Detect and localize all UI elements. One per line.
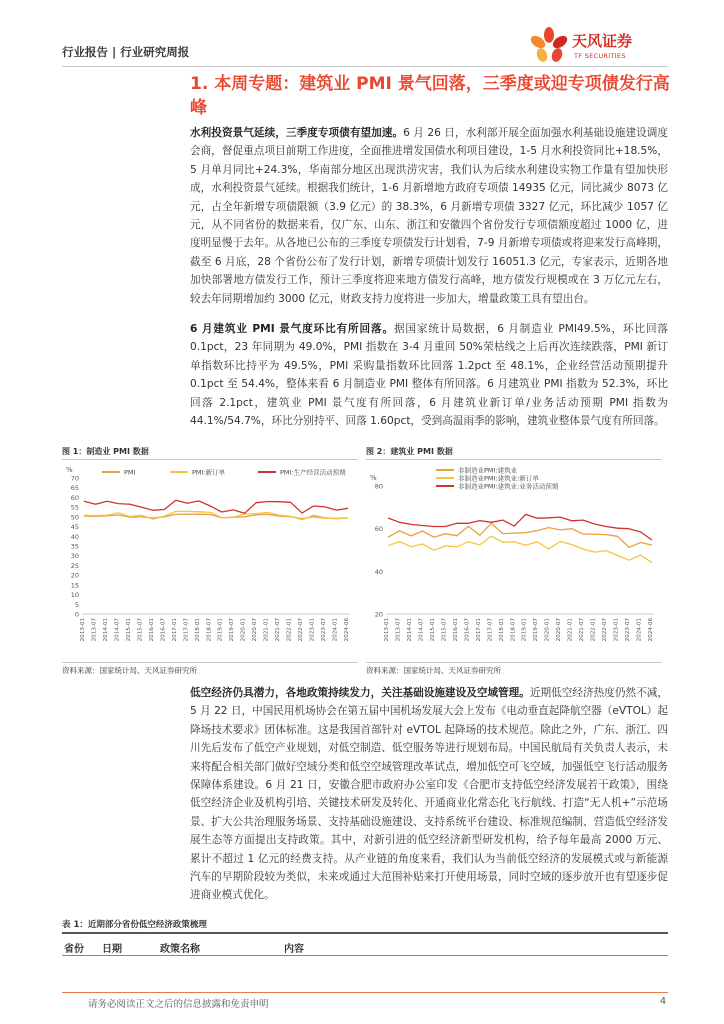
x-tick-label: 2015-07 xyxy=(441,618,448,642)
report-category: 行业报告 | 行业研究周报 xyxy=(62,45,190,59)
page-header xyxy=(62,24,668,68)
x-tick-label: 2022-01 xyxy=(590,618,597,642)
x-tick-label: 2014-01 xyxy=(406,618,413,642)
x-tick-label: 2023-01 xyxy=(613,618,620,642)
x-tick-label: 2018-07 xyxy=(510,618,517,642)
x-tick-label: 2014-07 xyxy=(114,618,121,642)
y-tick-label: 35 xyxy=(70,542,79,551)
paragraph-body: 据国家统计局数据，6 月制造业 PMI49.5%，环比回落 0.1pct，23 年同期为 49.0%，PMI 指数在 3-4 月重回 50%荣枯线之上后再次连续跌落，PMI 新订单指数环比持平为 49.5%，PMI 采购量指数环比回落 1.2pct 至 48.1%，企业经营活动预期提升 0.1pct 至 54.4%，整体来看 6 月制造业 PMI 整体有所回落。6 月建筑业 PMI 指数为 52.3%，环比回落 2.1pct，建筑业 PMI 景气度有所回落，6 月建筑业新订单/业务活动预期 PMI 指数为 44.1%/54.7%，环比分别持平、回落 1.60pct，受到高温雨季的影响，建筑业整体景气度有所回落。 xyxy=(190,323,669,428)
x-tick-label: 2015-07 xyxy=(137,618,144,642)
x-tick-label: 2015-01 xyxy=(429,618,436,642)
y-tick-label: 15 xyxy=(70,581,79,590)
y-tick-label: 55 xyxy=(70,503,79,512)
figure-construction-pmi xyxy=(366,446,662,675)
y-tick-label: 40 xyxy=(70,532,79,541)
y-tick-label: 10 xyxy=(70,591,79,600)
y-tick-label: 70 xyxy=(70,474,79,483)
figure-manufacturing-pmi xyxy=(62,446,358,675)
chart-manufacturing-pmi xyxy=(62,464,358,660)
page-number: 4 xyxy=(659,996,666,1007)
y-tick-label: 30 xyxy=(70,552,79,561)
x-tick-label: 2016-01 xyxy=(452,618,459,642)
x-tick-label: 2016-01 xyxy=(148,618,155,642)
x-tick-label: 2021-01 xyxy=(263,618,270,642)
section-title: 1. 本周专题：建筑业 PMI 景气回落，三季度或迎专项债发行高峰 xyxy=(190,74,670,118)
table-header-date: 日期 xyxy=(102,944,122,955)
x-tick-label: 2019-07 xyxy=(533,618,540,642)
paragraph-lead: 6 月建筑业 PMI 景气度环比有所回落。 xyxy=(190,323,394,335)
x-tick-label: 2014-07 xyxy=(418,618,425,642)
y-tick-label: 20 xyxy=(374,610,383,619)
x-tick-label: 2017-01 xyxy=(475,618,482,642)
legend-label: PMI xyxy=(124,468,136,477)
x-tick-label: 2024-01 xyxy=(332,618,339,642)
figure-title: 图 2：建筑业 PMI 数据 xyxy=(366,446,662,460)
legend-label: 非制造业PMI:建筑业:业务活动预期 xyxy=(458,482,559,491)
y-tick-label: 80 xyxy=(374,482,383,491)
paragraph-body: 6 月 26 日，水利部开展全面加强水利基础设施建设调度会商，督促重点项目前期工作进度，全面推进增发国债水利项目建设，1-5 月水利投资同比+18.5%，5 月单月同比+24.3%，华南部分地区出现洪涝灾害，我们认为后续水利建设实物工作量有望加快形成，水利投资景气延续。根据我们统计，1-6 月新增地方政府专项债 14935 亿元，同比减少 8073 亿元，占全年新增专项债限额（3.9 亿元）的 38.3%，6 月新增专项债 3327 亿元，环比减少 1057 亿元，从不同省份的数据来看，仅广东、山东、浙江和安徽四个省份发行专项债额度超过 1000 亿，进度明显慢于去年。从各地已公布的三季度专项债发行计划看，7-9 月新增专项债或将迎来发行高峰期，截至 6 月底，28 个省份公布了发行计划，新增专项债计划发行 16051.3 亿元，专家表示，近期各地加快部署地方债发行工作，预计三季度将迎来地方债发行高峰，地方债发行规模或在 3 万亿元左右，较去年同期增加约 3000 亿元，财政支持力度将进一步加大，增量政策工具有望出台。 xyxy=(190,127,668,305)
x-tick-label: 2018-01 xyxy=(194,618,201,642)
y-tick-label: 20 xyxy=(70,571,79,580)
x-tick-label: 2023-07 xyxy=(625,618,632,642)
x-tick-label: 2013-01 xyxy=(384,618,390,642)
y-tick-label: 40 xyxy=(374,567,383,576)
paragraph-construction-pmi xyxy=(190,320,668,430)
x-tick-label: 2013-07 xyxy=(91,618,98,642)
logo-subtext: TF SECURITIES xyxy=(574,52,626,60)
y-tick-label: 45 xyxy=(70,523,79,532)
x-tick-label: 2016-07 xyxy=(160,618,167,642)
legend-label: PMI:新订单 xyxy=(192,468,226,477)
x-tick-label: 2018-01 xyxy=(498,618,505,642)
paragraph-lead: 低空经济仍具潜力，各地政策持续发力，关注基础设施建设及空域管理。 xyxy=(190,687,530,699)
paragraph-low-altitude-economy xyxy=(190,684,668,905)
paragraph-water-conservancy xyxy=(190,124,668,308)
series-line xyxy=(84,500,348,513)
x-tick-label: 2013-01 xyxy=(80,618,86,642)
y-axis-unit: % xyxy=(370,474,377,482)
figure-source: 资料来源：国家统计局、天风证券研究所 xyxy=(366,662,662,676)
x-tick-label: 2024-06 xyxy=(344,618,350,642)
y-tick-label: 0 xyxy=(74,610,79,619)
x-tick-label: 2023-01 xyxy=(309,618,316,642)
x-tick-label: 2019-01 xyxy=(217,618,224,642)
x-tick-label: 2022-01 xyxy=(286,618,293,642)
y-axis-unit: % xyxy=(66,466,73,474)
footer-disclaimer: 请务必阅读正文之后的信息披露和免责申明 xyxy=(88,999,269,1010)
paragraph-lead: 水利投资景气延续，三季度专项债有望加速。 xyxy=(190,127,404,139)
x-tick-label: 2023-07 xyxy=(321,618,328,642)
x-tick-label: 2020-01 xyxy=(240,618,247,642)
x-tick-label: 2014-01 xyxy=(102,618,109,642)
y-tick-label: 65 xyxy=(70,484,79,493)
y-tick-label: 60 xyxy=(374,525,383,534)
legend-label: PMI:生产经营活动预期 xyxy=(280,468,346,477)
table-header-content: 内容 xyxy=(284,944,304,955)
x-tick-label: 2021-01 xyxy=(567,618,574,642)
x-tick-label: 2017-07 xyxy=(183,618,190,642)
x-tick-label: 2022-07 xyxy=(298,618,305,642)
series-line xyxy=(388,536,652,563)
x-tick-label: 2020-01 xyxy=(544,618,551,642)
header-divider xyxy=(62,66,668,67)
table-title: 表 1：近期部分省份低空经济政策梳理 xyxy=(62,918,668,934)
table-header-row xyxy=(62,938,668,956)
x-tick-label: 2019-01 xyxy=(521,618,528,642)
table-header-province: 省份 xyxy=(64,944,84,955)
y-tick-label: 50 xyxy=(70,513,79,522)
x-tick-label: 2019-07 xyxy=(229,618,236,642)
x-tick-label: 2024-06 xyxy=(648,618,654,642)
x-tick-label: 2021-07 xyxy=(579,618,586,642)
x-tick-label: 2017-07 xyxy=(487,618,494,642)
logo-text: 天风证券 xyxy=(572,32,633,50)
x-tick-label: 2021-07 xyxy=(275,618,282,642)
table-header-policy-name: 政策名称 xyxy=(160,944,200,955)
x-tick-label: 2024-01 xyxy=(636,618,643,642)
x-tick-label: 2020-07 xyxy=(556,618,563,642)
figure-title: 图 1：制造业 PMI 数据 xyxy=(62,446,358,460)
x-tick-label: 2013-07 xyxy=(395,618,402,642)
x-tick-label: 2020-07 xyxy=(252,618,259,642)
company-logo xyxy=(528,26,668,68)
figure-source: 资料来源：国家统计局、天风证券研究所 xyxy=(62,662,358,676)
y-tick-label: 5 xyxy=(74,600,79,609)
x-tick-label: 2022-07 xyxy=(602,618,609,642)
flower-logo-icon xyxy=(528,26,570,66)
x-tick-label: 2018-07 xyxy=(206,618,213,642)
y-tick-label: 60 xyxy=(70,493,79,502)
chart-construction-pmi xyxy=(366,464,662,660)
legend-label: 非制造业PMI:建筑业 xyxy=(458,466,518,475)
x-tick-label: 2017-01 xyxy=(171,618,178,642)
x-tick-label: 2016-07 xyxy=(464,618,471,642)
legend-label: 非制造业PMI:建筑业:新订单 xyxy=(458,474,539,483)
x-tick-label: 2015-01 xyxy=(125,618,132,642)
y-tick-label: 25 xyxy=(70,561,79,570)
footer-divider xyxy=(62,992,668,993)
paragraph-body: 近期低空经济热度仍然不减，5 月 22 日，中国民用机场协会在第五届中国机场发展大会上发布《电动垂直起降航空器（eVTOL）起降场技术要求》团体标准。这是我国首部针对 eVTOL 起降场的技术规范。除此之外，广东、浙江、四川先后发布了低空产业规划，对低空制造、低空服务等进行规划布局。中国民航局有关负责人表示，未来将配合相关部门做好空域分类和低空空域管理改革试点，增加低空可飞空域，加强低空飞行活动服务保障体系建设。6 月 21 日，安徽合肥市政府办公室印发《合肥市支持低空经济发展若干政策》，围绕低空经济企业及机构引培、关键技术研发及转化、开通商业化常态化飞行航线、打造“无人机+”示范场景、扩大公共治理服务场景、支持基础设施建设、支持系统平台建设、标准规范编制、营造低空经济发展生态等方面提出支持政策。其中，对新引进的低空经济新型研发机构，给予每年最高 2000 万元、累计不超过 1 亿元的经费支持。从产业链的角度来看，我们认为当前低空经济的发展模式或与新能源汽车的早期阶段较为类似，未来或通过大范围补贴来打开使用场景，同时空域的逐步放开也有望逐步促进商业模式优化。 xyxy=(190,687,669,902)
